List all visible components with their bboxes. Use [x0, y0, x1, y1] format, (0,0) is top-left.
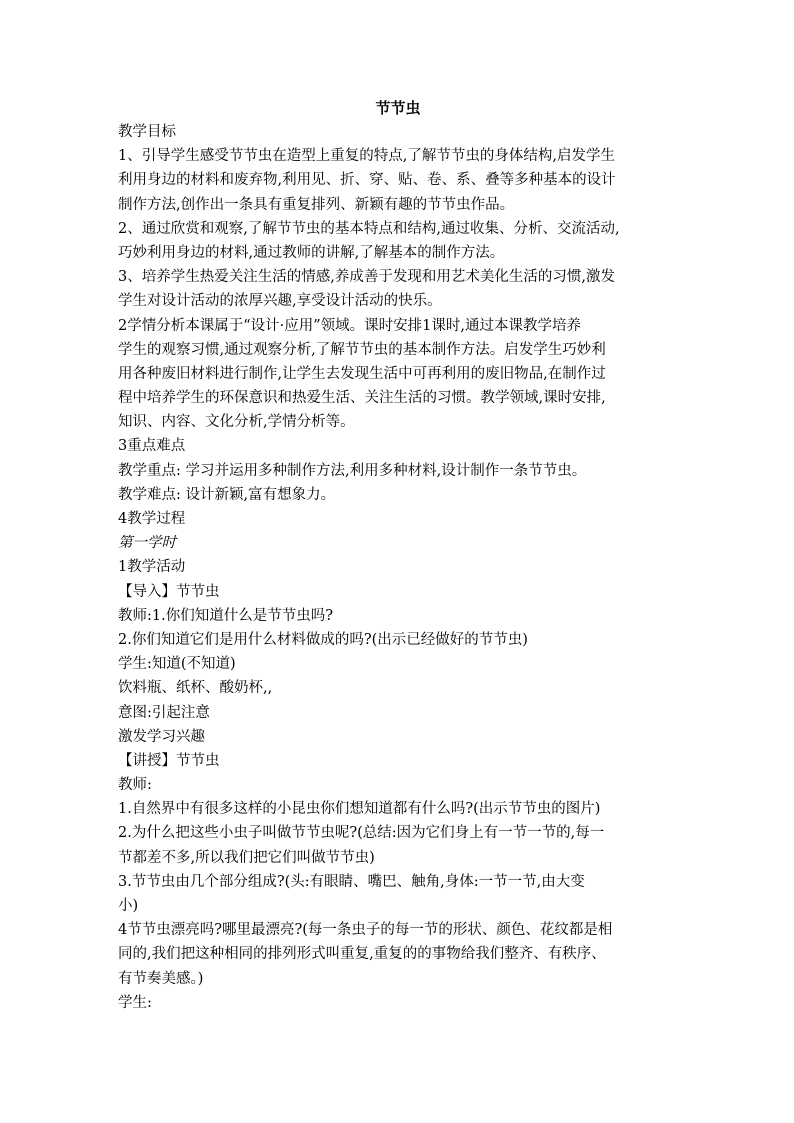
text-line: 激发学习兴趣 [118, 728, 205, 745]
text-line: 教学目标 [118, 124, 176, 140]
text-line: 同的,我们把这种相同的排列形式叫重复,重复的的事物给我们整齐、有秩序、 [118, 946, 606, 963]
text-line: 2.你们知道它们是用什么材料做成的吗?(出示已经做好的节节虫) [118, 631, 528, 648]
text-line: 1教学活动 [118, 559, 186, 576]
text-line: 学生:知道(不知道) [118, 656, 236, 673]
text-line: 3重点难点 [118, 438, 186, 455]
document-title: 节节虫 [375, 99, 421, 117]
text-line: 小) [118, 898, 139, 914]
text-line: 巧妙利用身边的材料,通过教师的讲解,了解基本的制作方法。 [118, 244, 505, 261]
text-line: 2、通过欣赏和观察,了解节节虫的基本特点和结构,通过收集、分析、交流活动, [118, 220, 620, 237]
text-line: 制作方法,创作出一条具有重复排列、新颖有趣的节节虫作品。 [118, 196, 515, 213]
text-line: 利用身边的材料和废弃物,利用见、折、穿、贴、卷、系、叠等多种基本的设计 [118, 172, 616, 189]
text-line: 【导入】节节虫 [118, 583, 220, 600]
text-line: 3、培养学生热爱关注生活的情感,养成善于发现和用艺术美化生活的习惯,激发 [118, 269, 615, 286]
text-line: 用各种废旧材料进行制作,让学生去发现生活中可再利用的废旧物品,在制作过 [118, 365, 606, 382]
text-line: 3.节节虫由几个部分组成?(头:有眼睛、嘴巴、触角,身体:一节一节,由大变 [118, 873, 585, 890]
text-line: 【讲授】节节虫 [118, 752, 220, 769]
text-line: 学生对设计活动的浓厚兴趣,享受设计活动的快乐。 [118, 293, 442, 310]
text-line: 学生: [118, 994, 152, 1011]
text-line: 饮料瓶、纸杯、酸奶杯,, [118, 680, 273, 697]
text-line: 1.自然界中有很多这样的小昆虫你们想知道都有什么吗?(出示节节虫的图片) [118, 801, 601, 818]
text-line: 教师:1.你们知道什么是节节虫吗? [118, 607, 333, 624]
document-page [118, 96, 678, 1015]
text-line: 节都差不多,所以我们把它们叫做节节虫) [118, 849, 375, 866]
text-line: 第一学时 [118, 535, 176, 552]
text-line: 意图:引起注意 [118, 704, 210, 721]
text-line: 学生的观察习惯,通过观察分析,了解节节虫的基本制作方法。启发学生巧妙利 [118, 341, 606, 358]
text-line: 1、引导学生感受节节虫在造型上重复的特点,了解节节虫的身体结构,启发学生 [118, 148, 615, 165]
text-line: 知识、内容、文化分析,学情分析等。 [118, 414, 355, 431]
text-line: 教师: [118, 777, 152, 794]
text-line: 4节节虫漂亮吗?哪里最漂亮?(每一条虫子的每一节的形状、颜色、花纹都是相 [118, 922, 613, 939]
text-line: 2学情分析本课属于“设计·应用”领域。课时安排1课时,通过本课教学培养 [118, 317, 581, 334]
text-line: 4教学过程 [118, 511, 186, 527]
text-line: 2.为什么把这些小虫子叫做节节虫呢?(总结:因为它们身上有一节一节的,每一 [118, 825, 605, 842]
text-line: 教学难点: 设计新颖,富有想象力。 [118, 486, 336, 503]
text-line: 教学重点: 学习并运用多种制作方法,利用多种材料,设计制作一条节节虫。 [118, 462, 587, 479]
text-line: 程中培养学生的环保意识和热爱生活、关注生活的习惯。教学领域,课时安排, [118, 390, 606, 407]
text-line: 有节奏美感。) [118, 970, 204, 987]
document-body [118, 120, 678, 1015]
